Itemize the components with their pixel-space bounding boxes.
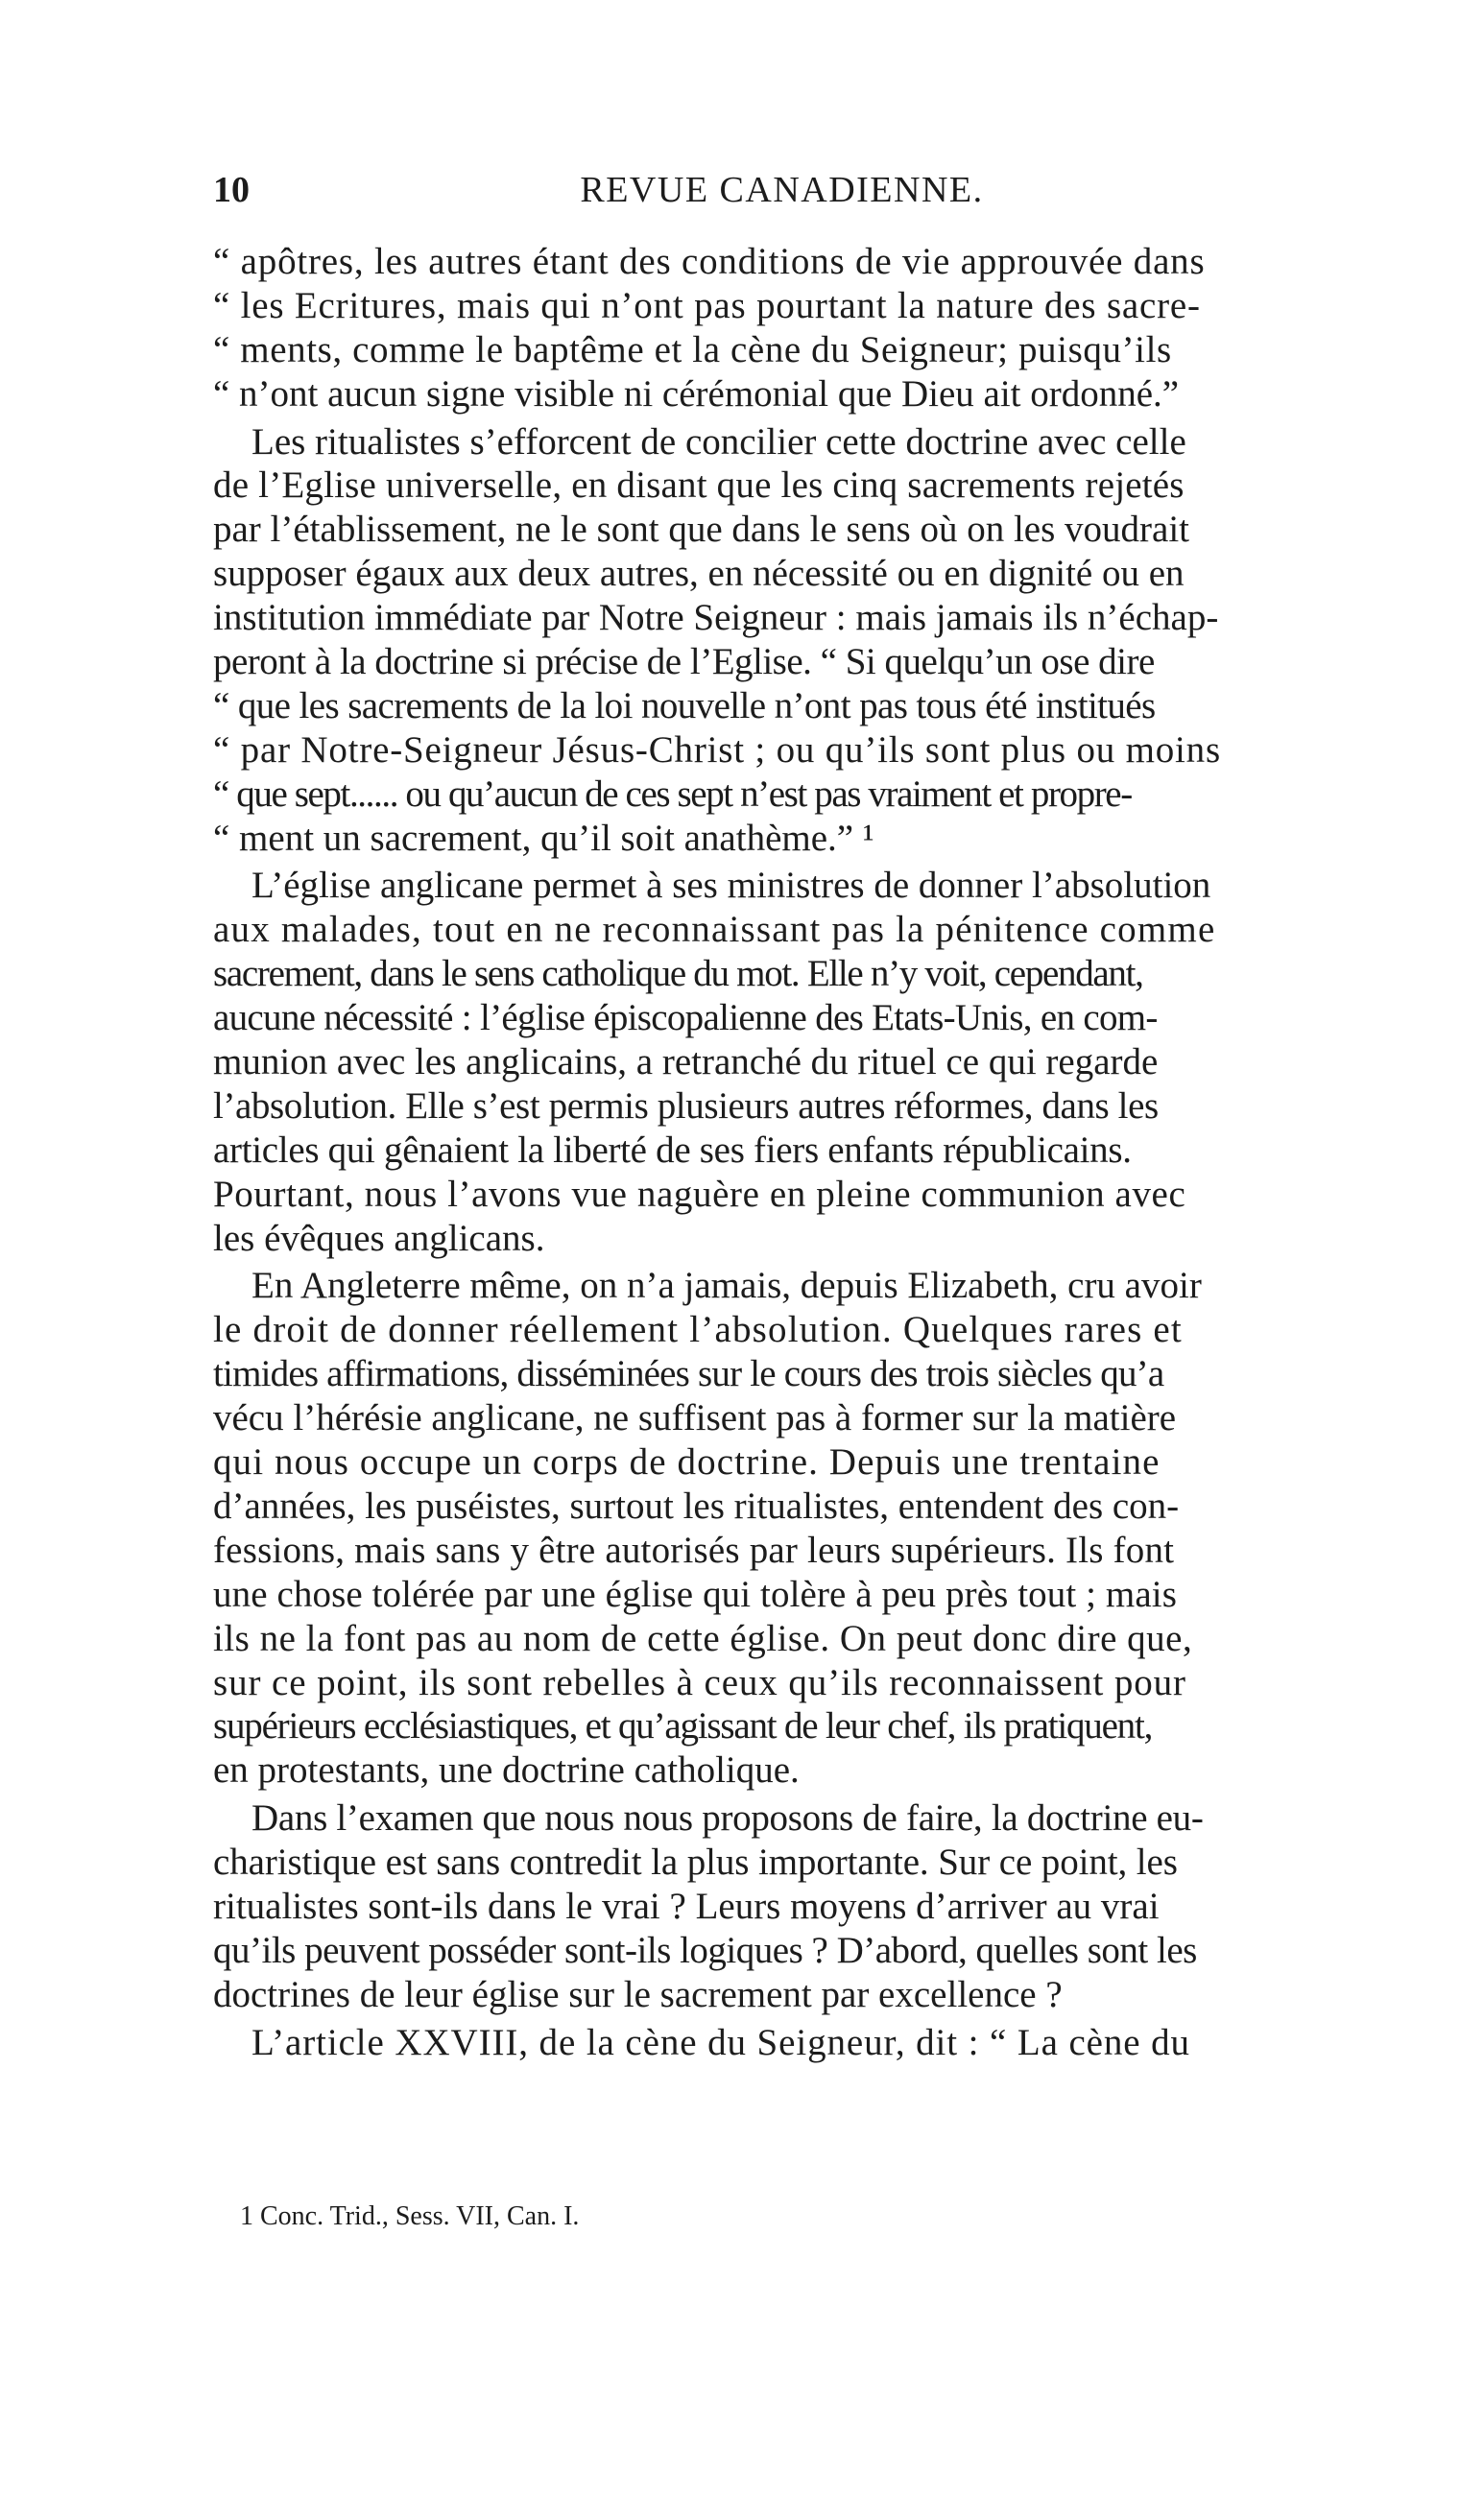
text-line: en protestants, une doctrine catholique. xyxy=(213,1749,800,1792)
text-line: “ apôtres, les autres étant des conditions de vie approuvée dans xyxy=(213,241,1206,282)
text-line: supposer égaux aux deux autres, en nécessité ou en dignité ou en xyxy=(213,553,1185,595)
text-line: fessions, mais sans y être autorisés par leurs supérieurs. Ils font xyxy=(213,1529,1175,1571)
text-line: supérieurs ecclésiastiques, et qu’agissant de leur chef, ils pratiquent, xyxy=(213,1705,1153,1747)
text-line: Les ritualistes s’efforcent de concilier cette doctrine avec celle xyxy=(251,420,1186,463)
footnotes xyxy=(240,2198,1296,2236)
text-line: L’article XXVIII, de la cène du Seigneur, dit : “ La cène du xyxy=(251,2021,1190,2063)
text-line: charistique est sans contredit la plus importante. Sur ce point, les xyxy=(213,1842,1178,1884)
text-line: timides affirmations, disséminées sur le cours des trois siècles qu’a xyxy=(213,1353,1164,1395)
text-line: “ que sept...... ou qu’aucun de ces sept n’est pas vraiment et propre- xyxy=(213,773,1132,815)
footnote: 1 Conc. Trid., Sess. VII, Can. I. xyxy=(240,2201,580,2231)
page-number: 10 xyxy=(213,170,250,210)
text-line: “ les Ecritures, mais qui n’ont pas pourtant la nature des sacre- xyxy=(213,284,1201,326)
text-line: une chose tolérée par une église qui tolère à peu près tout ; mais xyxy=(213,1573,1177,1615)
text-line: ils ne la font pas au nom de cette église. On peut donc dire que, xyxy=(213,1617,1193,1659)
body-text xyxy=(213,240,1384,2065)
text-line: sacrement, dans le sens catholique du mot. Elle n’y voit, cependant, xyxy=(213,953,1143,995)
text-line: ritualistes sont-ils dans le vrai ? Leurs moyens d’arriver au vrai xyxy=(213,1885,1160,1927)
text-line: les évêques anglicans. xyxy=(213,1217,545,1259)
text-line: L’église anglicane permet à ses ministres de donner l’absolution xyxy=(251,865,1211,907)
text-line: Dans l’examen que nous nous proposons de faire, la doctrine eu- xyxy=(251,1797,1204,1840)
text-line: “ que les sacrements de la loi nouvelle n’ont pas tous été institués xyxy=(213,684,1156,726)
text-line: En Angleterre même, on n’a jamais, depuis Elizabeth, cru avoir xyxy=(251,1265,1202,1307)
text-line: “ ment un sacrement, qu’il soit anathème.” ¹ xyxy=(213,817,874,859)
text-line: “ n’ont aucun signe visible ni cérémonial que Dieu ait ordonné.” xyxy=(213,372,1180,415)
text-line: le droit de donner réellement l’absolution. Quelques rares et xyxy=(213,1309,1183,1351)
text-line: qui nous occupe un corps de doctrine. Depuis une trentaine xyxy=(213,1441,1161,1484)
running-head: REVUE CANADIENNE. xyxy=(580,170,984,210)
text-line: aucune nécessité : l’église épiscopalienne des Etats-Unis, en com- xyxy=(213,997,1158,1039)
text-line: doctrines de leur église sur le sacrement par excellence ? xyxy=(213,1973,1063,2015)
text-line: “ par Notre-Seigneur Jésus-Christ ; ou qu’ils sont plus ou moins xyxy=(213,728,1221,771)
text-line: vécu l’hérésie anglicane, ne suffisent pas à former sur la matière xyxy=(213,1397,1177,1439)
text-line: institution immédiate par Notre Seigneur : mais jamais ils n’échap- xyxy=(213,597,1219,639)
text-line: sur ce point, ils sont rebelles à ceux qu’ils reconnaissent pour xyxy=(213,1661,1186,1703)
text-line: articles qui gênaient la liberté de ses fiers enfants républicains. xyxy=(213,1129,1132,1171)
text-line: par l’établissement, ne le sont que dans le sens où on les voudrait xyxy=(213,509,1190,551)
text-line: peront à la doctrine si précise de l’Eglise. “ Si quelqu’un ose dire xyxy=(213,641,1155,683)
page-header xyxy=(213,161,1351,219)
text-line: l’absolution. Elle s’est permis plusieurs autres réformes, dans les xyxy=(213,1084,1159,1127)
text-line: de l’Eglise universelle, en disant que les cinq sacrements rejetés xyxy=(213,464,1185,507)
text-line: aux malades, tout en ne reconnaissant pas la pénitence comme xyxy=(213,909,1216,951)
text-line: “ ments, comme le baptême et la cène du Seigneur; puisqu’ils xyxy=(213,328,1172,370)
text-line: d’années, les puséistes, surtout les ritualistes, entendent des con- xyxy=(213,1485,1180,1527)
text-line: munion avec les anglicains, a retranché du rituel ce qui regarde xyxy=(213,1041,1159,1083)
text-line: qu’ils peuvent posséder sont-ils logiques ? D’abord, quelles sont les xyxy=(213,1929,1197,1971)
text-line: Pourtant, nous l’avons vue naguère en pleine communion avec xyxy=(213,1173,1186,1215)
